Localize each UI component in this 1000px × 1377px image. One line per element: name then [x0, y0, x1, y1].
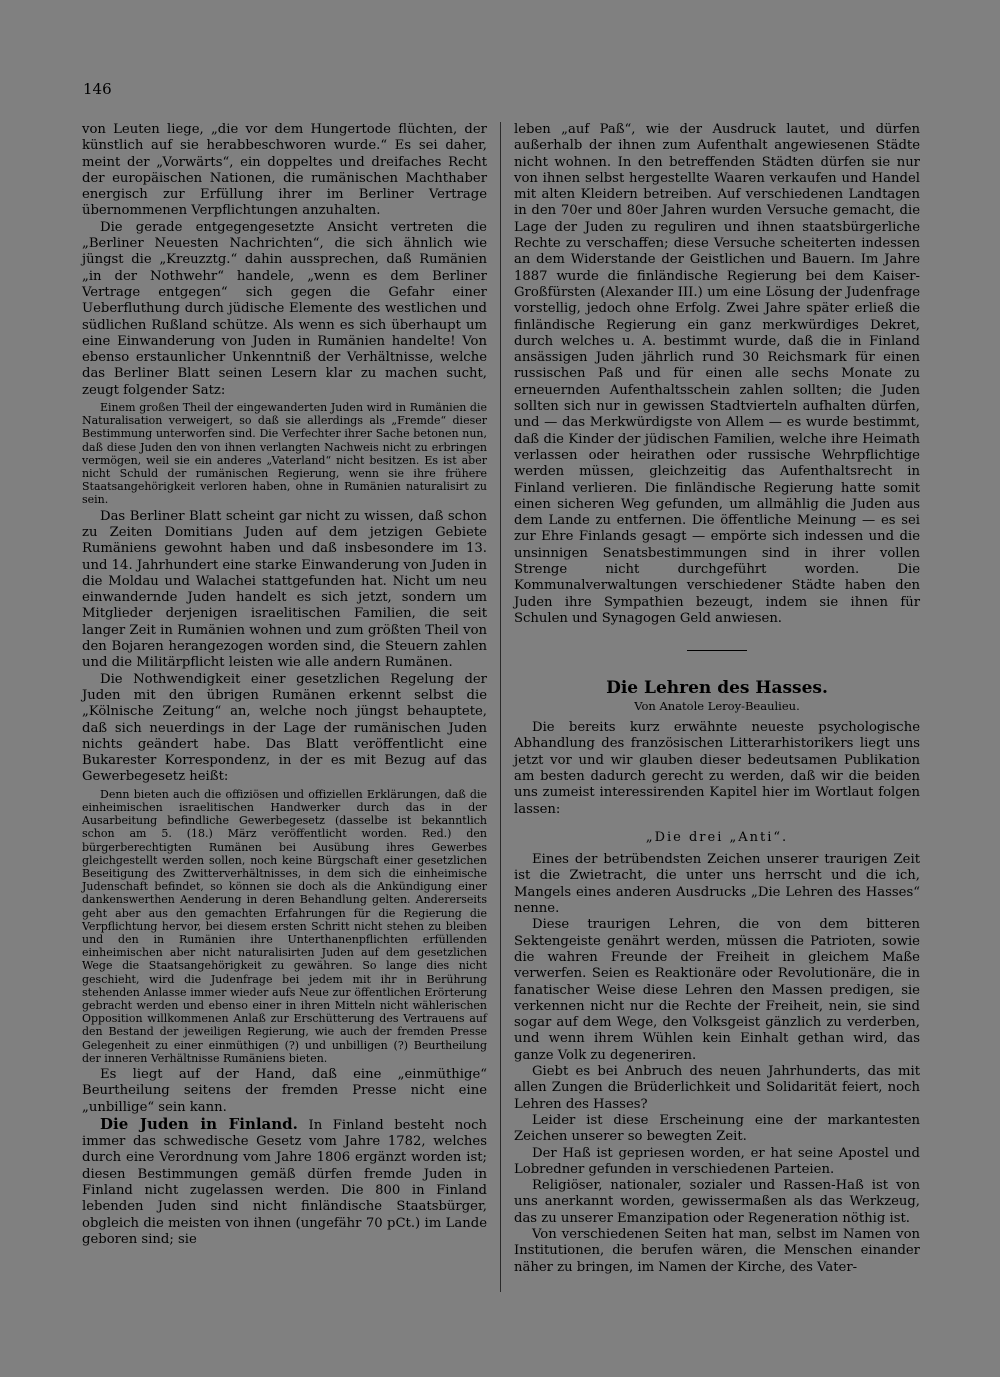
paragraph: Diese traurigen Lehren, die von dem bitteren Sektengeiste genährt werden, müssen die Patrioten, sowie die wahren Freunde der Freiheit in gleichem Maße verwerfen. Seien es Reaktionäre oder Revolutionäre, die in fanatischer Weise diese Lehren den Massen predigen, sie verkennen nicht nur die Rechte der Freiheit, nein, sie sind sogar auf dem Wege, den Volksgeist gänzlich zu verderben, und wenn ihrem Wühlen kein Einhalt gethan wird, das ganze Volk zu degeneriren. [514, 917, 920, 1063]
right-column [514, 122, 920, 1276]
section-separator [514, 643, 920, 659]
column-divider [500, 122, 501, 1292]
paragraph: Es liegt auf der Hand, daß eine „einmüthige“ Beurtheilung seitens der fremden Presse nicht eine „unbillige“ sein kann. [82, 1066, 487, 1115]
paragraph: Religiöser, nationaler, sozialer und Rassen-Haß ist von uns anerkannt worden, gewissermaßen als das Werkzeug, das zu unserer Emanzipation oder Regeneration nöthig ist. [514, 1178, 920, 1226]
paragraph: Giebt es bei Anbruch des neuen Jahrhunderts, das mit allen Zungen die Brüderlichkeit und Solidarität feiert, noch Lehren des Hasses? [514, 1064, 920, 1112]
page-number: 146 [83, 80, 112, 98]
quoted-passage: Einem großen Theil der eingewanderten Juden wird in Rumänien die Naturalisation verweigert, so daß sie allerdings als „Fremde“ dieser Bestimmung unterworfen sind. Die Verfechter ihrer Sache betonen nun, daß diese Juden den von ihnen verlangten Nachweis nicht zu erbringen vermögen, weil sie ein anderes „Vaterland“ nicht besitzen. Es ist aber nicht Schuld der rumänischen Regierung, wenn sie ihre frühere Staatsangehörigkeit verloren haben, ohne in Rumänien naturalisirt zu sein. [82, 401, 487, 507]
paragraph: von Leuten liege, „die vor dem Hungertode flüchten, der künstlich auf sie herabbeschworen wurde.“ Es sei daher, meint der „Vorwärts“, ein doppeltes und dreifaches Recht der europäischen Nationen, die rumänischen Machthaber energisch zur Erfüllung ihrer im Berliner Vertrage übernommenen Verpflichtungen anzuhalten. [82, 122, 487, 219]
left-column [82, 122, 487, 1248]
paragraph: Von verschiedenen Seiten hat man, selbst im Namen von Institutionen, die berufen wären, die Menschen einander näher zu bringen, im Namen der Kirche, des Vater- [514, 1227, 920, 1275]
paragraph: Die Nothwendigkeit einer gesetzlichen Regelung der Juden mit den übrigen Rumänen erkennt selbst die „Kölnische Zeitung“ an, welche noch jüngst behauptete, daß sich neuerdings in der Lage der rumänischen Juden nichts geändert habe. Das Blatt veröffentlicht eine Bukarester Korrespondenz, in der es mit Bezug auf das Gewerbegesetz heißt: [82, 671, 487, 785]
section-title: Die Juden in Finland. [100, 1114, 298, 1133]
article-title: Die Lehren des Hasses. [606, 677, 828, 698]
paragraph: In Finland besteht noch immer das schwedische Gesetz vom Jahre 1782, welches durch eine Verordnung vom Jahre 1806 ergänzt worden ist; diesen Bestimmungen gemäß dürfen fremde Juden in Finland nicht zugelassen werden. Die 800 in Finland lebenden Juden sind nicht finländische Staatsbürger, obgleich die meisten von ihnen (ungefähr 70 pCt.) im Lande geboren sind; sie [82, 1117, 488, 1247]
section-finland [82, 1116, 487, 1248]
paragraph: Die gerade entgegengesetzte Ansicht vertreten die „Berliner Neuesten Nachrichten“, die sich ähnlich wie jüngst die „Kreuzztg.“ dahin aussprechen, daß Rumänien „in der Nothwehr“ handele, „wenn es dem Berliner Vertrage entgegen“ sich gegen die Gefahr einer Ueberfluthung durch jüdische Elemente des westlichen und südlichen Rußland schütze. Als wenn es sich überhaupt um eine Einwanderung von Juden in Rumänien handelte! Von ebenso erstaunlicher Unkenntniß der Verhältnisse, welche das Berliner Blatt seinen Lesern klar zu machen sucht, zeugt folgender Satz: [82, 219, 487, 398]
quoted-passage: Denn bieten auch die offiziösen und offiziellen Erklärungen, daß die einheimischen israelitischen Handwerker durch das in der Ausarbeitung befindliche Gewerbegesetz (dasselbe ist bekanntlich schon am 5. (18.) März veröffentlicht worden. Red.) den bürgerberechtigten Rumänen bei Ausübung ihres Gewerbes gleichgestellt werden sollen, noch keine Bürgschaft einer gesetzlichen Beseitigung des Zwitterverhältnisses, in dem sich die einheimische Judenschaft befindet, so können sie doch als die Ankündigung einer dankenswerthen Aenderung in deren Behandlung gelten. Andererseits geht aber aus den gemachten Erfahrungen für die Regierung die Verpflichtung hervor, bei diesem ersten Schritt nicht stehen zu bleiben und den in Rumänien ihre Unterthanenpflichten erfüllenden einheimischen aber nicht naturalisirten Juden auf dem gesetzlichen Wege die Staatsangehörigkeit zu gewähren. So lange dies nicht geschieht, wird die Judenfrage bei jedem mit ihr in Berührung stehenden Anlasse immer wieder aufs Neue zur öffentlichen Erörterung gebracht werden und ebenso einer in ihren Mitteln nicht wählerischen Opposition willkommenen Anlaß zur Erschütterung des Vertrauens auf den Bestand der jeweiligen Regierung, wie auch der fremden Presse Gelegenheit zu einer einmüthigen (?) und unbilligen (?) Beurtheilung der inneren Verhältnisse Rumäniens bieten. [82, 787, 487, 1065]
chapter-heading: „Die drei „Anti“. [645, 829, 789, 845]
paragraph: Das Berliner Blatt scheint gar nicht zu wissen, daß schon zu Zeiten Domitians Juden auf dem jetzigen Gebiete Rumäniens gewohnt haben und daß insbesondere im 13. und 14. Jahrhundert eine starke Einwanderung von Juden in die Moldau und Walachei stattgefunden hat. Nicht um neu einwandernde Juden handelt es sich jetzt, sondern um Mitglieder derjenigen israelitischen Familien, die seit langer Zeit in Rumänien wohnen und zum größten Theil von den Bojaren herangezogen worden sind, die Steuern zahlen und die Militärpflicht leisten wie alle andern Rumänen. [82, 508, 487, 671]
paragraph: Leider ist diese Erscheinung eine der markantesten Zeichen unserer so bewegten Zeit. [514, 1112, 920, 1145]
paragraph: Eines der betrübendsten Zeichen unserer traurigen Zeit ist die Zwietracht, die unter uns herrscht und die ich, Mangels eines anderen Ausdrucks „Die Lehren des Hasses“ nenne. [514, 852, 920, 917]
article-byline: Von Anatole Leroy-Beaulieu. [634, 698, 800, 713]
paragraph: leben „auf Paß“, wie der Ausdruck lautet, und dürfen außerhalb der ihnen zum Aufenthalt angewiesenen Städte nicht wohnen. In den betreffenden Städten dürfen sie nur von ihnen selbst hergestellte Waaren verkaufen und Handel mit alten Kleidern betreiben. Auf verschiedenen Landtagen in den 70er und 80er Jahren wurden Versuche gemacht, die Lage der Juden zu reguliren und ihnen staatsbürgerliche Rechte zu verschaffen; diese Versuche scheiterten indessen an dem Widerstande der Geistlichen und Bauern. Im Jahre 1887 wurde die finländische Regierung bei dem Kaiser-Großfürsten (Alexander III.) um eine Lösung der Judenfrage vorstellig, jedoch ohne Erfolg. Zwei Jahre später erließ die finländische Regierung ein ganz merkwürdiges Dekret, durch welches u. A. bestimmt wurde, daß die in Finland ansässigen Juden jährlich rund 30 Reichsmark für einen russischen Paß und für einen alle sechs Monate zu erneuernden Aufenthaltsschein zahlen sollten; die Juden sollten sich nur in gewissen Stadtvierteln aufhalten dürfen, und — das Merkwürdigste von Allem — es wurde bestimmt, daß die Kinder der jüdischen Familien, welche ihre Heimath verlassen oder heirathen oder russische Wehrpflichtige werden müssen, gleichzeitig das Aufenthaltsrecht in Finland verlieren. Die finländische Regierung hatte somit einen sicheren Weg gefunden, um allmählig die Juden aus dem Lande zu entfernen. Die öffentliche Meinung — es sei zur Ehre Finlands gesagt — empörte sich indessen und die unsinnigen Senatsbestimmungen sind in ihrer vollen Strenge nicht durchgeführt worden. Die Kommunalverwaltungen verschiedener Städte haben den Juden ihre Sympathien bezeugt, indem sie ihnen für Schulen und Synagogen Geld anwiesen. [514, 122, 920, 626]
paragraph: Der Haß ist gepriesen worden, er hat seine Apostel und Lobredner gefunden in verschiedenen Parteien. [514, 1145, 920, 1177]
paragraph: Die bereits kurz erwähnte neueste psychologische Abhandlung des französischen Litterarhistorikers liegt uns jetzt vor und wir glauben dieser bedeutsamen Publikation am besten dadurch gerecht zu werden, daß wir die beiden uns zumeist interessirenden Kapitel hier im Wortlaut folgen lassen: [514, 720, 920, 817]
